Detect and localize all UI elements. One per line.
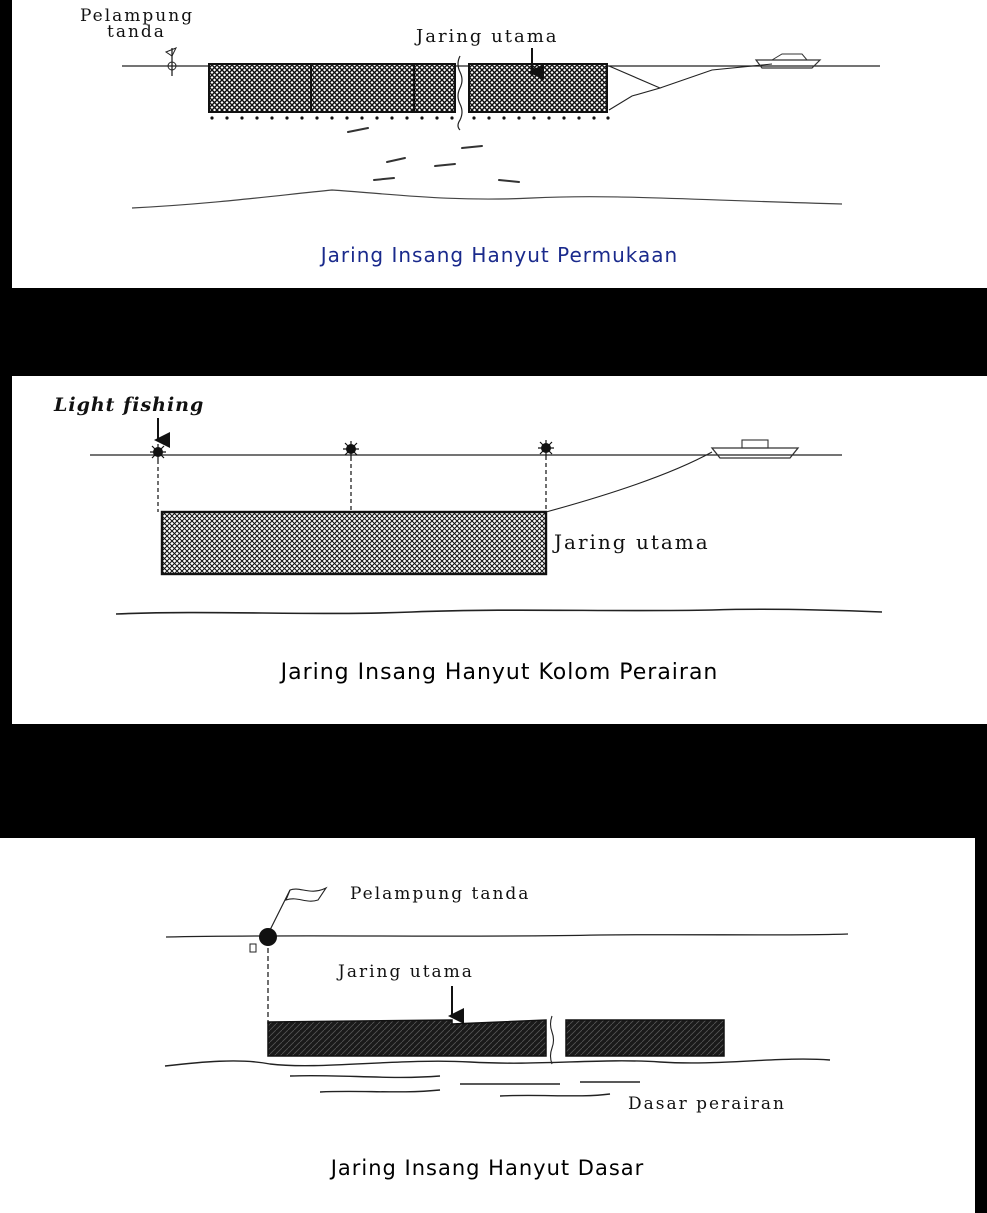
main-net-label: Jaring utama (554, 530, 710, 554)
seabed-lines (165, 1059, 830, 1096)
main-net-label: Jaring utama (416, 26, 559, 47)
marker-buoy-icon (166, 48, 176, 76)
caption-midwater-drift-gillnet: Jaring Insang Hanyut Kolom Perairan (280, 660, 719, 685)
net-panel-left (209, 64, 455, 112)
main-net-label: Jaring utama (338, 962, 474, 982)
marker-buoy-label-line2: tanda (107, 22, 166, 42)
net-break-icon (551, 1016, 554, 1064)
panel-surface-drift-gillnet (12, 0, 987, 288)
caption-bottom-drift-gillnet: Jaring Insang Hanyut Dasar (330, 1156, 645, 1180)
panel-midwater-drift-gillnet (12, 376, 987, 724)
tow-line (546, 452, 712, 512)
caption-surface-drift-gillnet: Jaring Insang Hanyut Permukaan (320, 243, 679, 267)
net-panel (162, 512, 546, 574)
footrope-weights (210, 116, 609, 119)
net-panel-right (469, 64, 607, 112)
light-float-icon (538, 440, 554, 456)
marker-buoy-label: Pelampung tanda (350, 884, 531, 904)
net-panel-right (566, 1020, 724, 1056)
light-fishing-label: Light fishing (54, 394, 205, 416)
panel-bottom-drift-gillnet (0, 838, 975, 1213)
marker-buoy-label-line1: Pelampung (80, 6, 195, 26)
light-float-icon (343, 441, 359, 457)
fish-icons (348, 128, 519, 182)
seabed-line (132, 190, 842, 208)
net-panel-left (268, 1020, 546, 1056)
seabed-line (116, 609, 882, 614)
bridle-lines (609, 64, 772, 110)
seabed-label: Dasar perairan (628, 1094, 787, 1114)
marker-flag-icon (268, 888, 326, 934)
net-break-icon (458, 56, 462, 130)
light-float-icon (150, 444, 166, 460)
marker-buoy-icon (259, 928, 277, 946)
